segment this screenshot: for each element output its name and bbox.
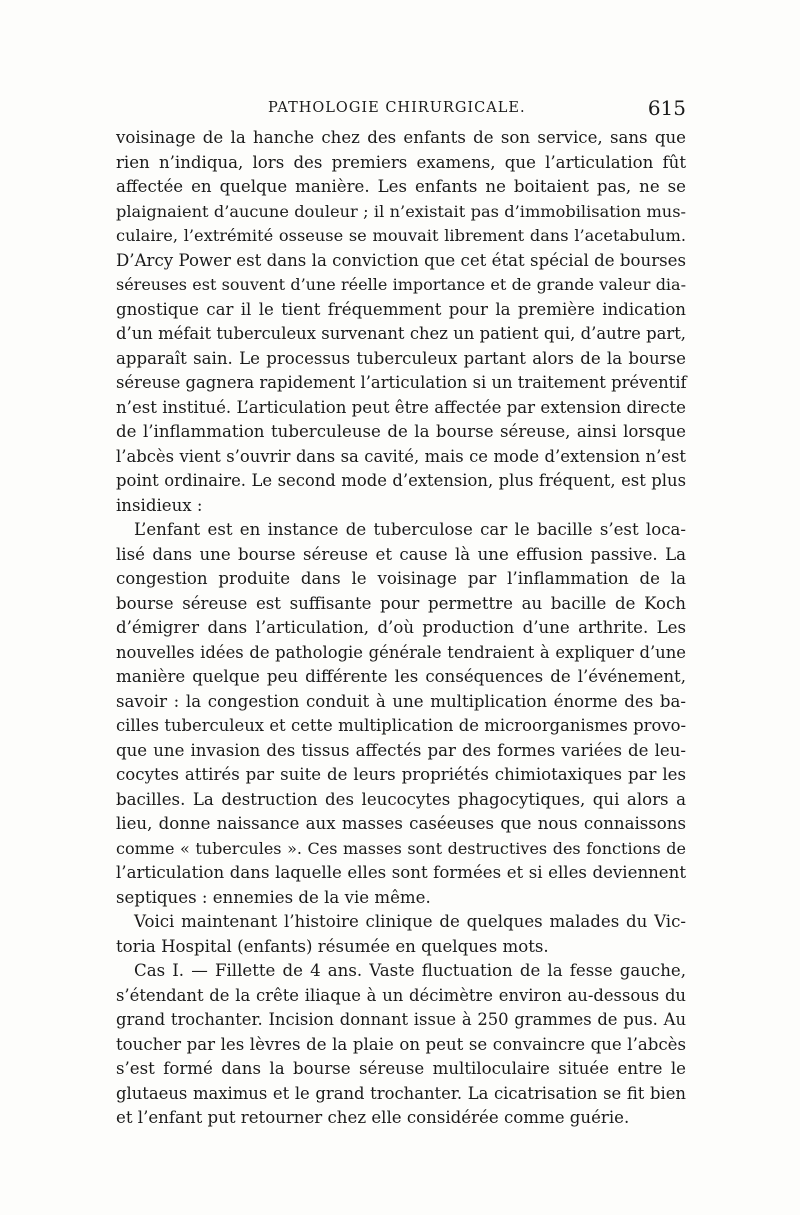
text-line: l’abcès vient s’ouvrir dans sa cavité, mais ce mode d’extension n’est bbox=[116, 446, 686, 466]
text-line: d’émigrer dans l’articulation, d’où production d’une arthrite. Les bbox=[116, 618, 686, 637]
text-line: toucher par les lèvres de la plaie on peut se convaincre que l’abcès bbox=[116, 1034, 686, 1054]
text-line: que une invasion des tissus affectés par des formes variées de leu- bbox=[116, 740, 686, 760]
running-head bbox=[116, 96, 686, 122]
text-line: savoir : la congestion conduit à une multiplication énorme des ba- bbox=[116, 691, 686, 711]
text-line: s’étendant de la crête iliaque à un décimètre environ au-dessous du bbox=[116, 985, 686, 1005]
body-text bbox=[116, 126, 686, 1131]
text-line: insidieux : bbox=[116, 495, 203, 515]
text-line: l’articulation dans laquelle elles sont formées et si elles deviennent bbox=[116, 863, 686, 882]
text-line: point ordinaire. Le second mode d’extension, plus fréquent, est plus bbox=[116, 471, 686, 490]
text-line: nouvelles idées de pathologie générale tendraient à expliquer d’une bbox=[116, 642, 686, 662]
text-line: Voici maintenant l’histoire clinique de quelques malades du Vic- bbox=[134, 912, 686, 931]
text-line: comme « tubercules ». Ces masses sont destructives des fonctions de bbox=[116, 838, 686, 858]
text-line: rien n’indiqua, lors des premiers examens, que l’articulation fût bbox=[116, 152, 686, 172]
text-line: toria Hospital (enfants) résumée en quelques mots. bbox=[116, 936, 549, 956]
text-line: apparaît sain. Le processus tuberculeux partant alors de la bourse bbox=[116, 348, 686, 368]
text-line: bourse séreuse est suffisante pour permettre au bacille de Koch bbox=[116, 593, 686, 613]
page-number: 615 bbox=[647, 96, 686, 120]
text-line: culaire, l’extrémité osseuse se mouvait librement dans l’acetabulum. bbox=[116, 226, 686, 245]
text-line: plaignaient d’aucune douleur ; il n’existait pas d’immobilisation mus- bbox=[116, 201, 686, 221]
text-line: n’est institué. L’articulation peut être affectée par extension directe bbox=[116, 397, 686, 417]
text-line: cocytes attirés par suite de leurs propriétés chimiotaxiques par les bbox=[116, 765, 686, 784]
text-line: affectée en quelque manière. Les enfants ne boitaient pas, ne se bbox=[116, 177, 686, 196]
running-title: PATHOLOGIE CHIRURGICALE. bbox=[268, 100, 526, 116]
text-line: lieu, donne naissance aux masses caséeuses que nous connaissons bbox=[116, 814, 686, 833]
text-line: congestion produite dans le voisinage par l’inflammation de la bbox=[116, 569, 686, 588]
text-line: grand trochanter. Incision donnant issue à 250 grammes de pus. Au bbox=[116, 1010, 686, 1029]
text-line: de l’inflammation tuberculeuse de la bourse séreuse, ainsi lorsque bbox=[116, 422, 686, 441]
text-line: Cas I. — Fillette de 4 ans. Vaste fluctuation de la fesse gauche, bbox=[134, 961, 686, 980]
text-line: glutaeus maximus et le grand trochanter. La cicatrisation se fit bien bbox=[116, 1083, 686, 1103]
text-line: séreuses est souvent d’une réelle importance et de grande valeur dia- bbox=[116, 275, 686, 294]
text-line: cilles tuberculeux et cette multiplication de microorganismes provo- bbox=[116, 716, 686, 735]
text-line: lisé dans une bourse séreuse et cause là une effusion passive. La bbox=[116, 544, 686, 564]
text-line: voisinage de la hanche chez des enfants de son service, sans que bbox=[116, 128, 686, 147]
text-line: s’est formé dans la bourse séreuse multiloculaire située entre le bbox=[116, 1059, 686, 1078]
text-line: d’un méfait tuberculeux survenant chez un patient qui, d’autre part, bbox=[116, 324, 686, 343]
text-line: L’enfant est en instance de tuberculose car le bacille s’est loca- bbox=[134, 520, 686, 539]
text-line: septiques : ennemies de la vie même. bbox=[116, 887, 431, 907]
text-line: séreuse gagnera rapidement l’articulation si un traitement préventif bbox=[116, 373, 687, 392]
text-line: gnostique car il le tient fréquemment pour la première indication bbox=[116, 299, 686, 319]
text-line: D’Arcy Power est dans la conviction que cet état spécial de bourses bbox=[116, 250, 686, 270]
text-line: et l’enfant put retourner chez elle considérée comme guérie. bbox=[116, 1108, 630, 1127]
text-line: manière quelque peu différente les conséquences de l’événement, bbox=[116, 667, 686, 686]
text-line: bacilles. La destruction des leucocytes phagocytiques, qui alors a bbox=[116, 789, 686, 809]
